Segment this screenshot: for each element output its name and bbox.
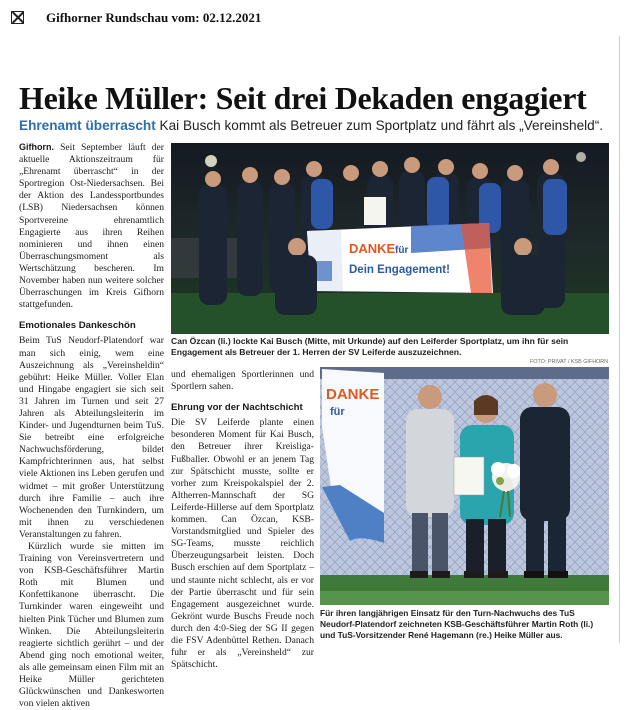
page-edge-divider [619, 36, 620, 643]
banner-text-fuer: für [395, 245, 409, 256]
source-line: Gifhorner Rundschau vom: 02.12.2021 [46, 10, 262, 25]
award-photo-illustration [320, 367, 609, 605]
body-paragraph: Die SV Leiferde plante einen besonderen Moment für Kai Busch, den Betreuer ihrer Kreisliga-Fußballer. Obwohl er an jenem Tag zur Spätschicht musste, sollte er vorher zum Kreispokalspiel der 2. Altherren-Mannschaft der SG Leiferde-Hillerse auf dem Sportplatz kommen. Can Özcan, KSB-Vorstandsmitglied und Spieler des SG-Teams, musste reichlich Überzeugungsarbeit leisten. Doch Busch erschien auf dem Sportplatz – und staunte nicht schlecht, als er vor der Partie überrascht und für sein Engagement ausgezeichnet wurde. Gekrönt wurde Buschs Freude noch durch den 4:0-Sieg der SG II gegen die FSV Adenbüttel Rethen. Danach fuhr er als „Vereinsheld“ zur Spätschicht. [171, 417, 314, 671]
article-subline [19, 118, 619, 133]
intro-text: Seit September läuft der aktuelle Aktionszeitraum für „Ehrenamt überrascht“ in der Sportregion Ost-Niedersachsen. Bei der Aktion des Landessportbundes (LSB) Niedersachsen können Sportvereine ehrenamtlich Engagierte aus ihren Reihen nominieren und ihnen einen Überraschungsmoment als Wertschätzung bescheren. Im November haben nun weitere solcher Überraschungen im Kreis Gifhorn stattgefunden. [19, 142, 164, 311]
dateline: Gifhorn. [19, 142, 54, 152]
article-kicker: Ehrenamt überrascht [19, 118, 156, 133]
middle-column [171, 369, 314, 671]
banner-text-danke: DANKE [326, 386, 380, 403]
body-paragraph: Kürzlich wurde sie mitten im Training von Vereinsvertretern und von KSB-Geschäftsführer Martin Roth mit Blumen und Konfettikanone überrascht. Die Turnkinder waren eingeweiht und hielten Pink Tücher und Blumen zum Winken. Die Abteilungsleiterin reagierte sichtlich gerührt – und der Abend ging noch emotional weiter, als alle gemeinsam einen Film mit an Heike Müller gerichteten Glückwünschen und Dankesworten von vielen aktiven [19, 541, 164, 710]
team-photo-illustration [171, 143, 609, 334]
banner-text-danke: DANKE [349, 241, 396, 256]
continuation-text: und ehemaligen Sportlerinnen und Sportlern sahen. [171, 369, 314, 393]
left-column [19, 141, 164, 710]
intro-paragraph [19, 141, 164, 311]
article-subline-text: Kai Busch kommt als Betreuer zum Sportplatz und fährt als „Vereinsheld“. [159, 118, 604, 133]
banner-text-fuer: für [330, 406, 345, 418]
body-paragraph: Beim TuS Neudorf-Platendorf war man sich einig, wem eine Auszeichnung als „Vereinsheldin“ gebührt: Heike Müller. Voller Elan und Hingabe engagiert sie sich seit 31 Jahren im Turnen und seit 27 Jahren als Abteilungsleiterin im Kinder- und Jugendturnen beim TuS. Sie betreibt eine erfolgreiche Nachwuchsförderung, bildet Kampfrichterinnen aus, hat selbst viele Aktionen ins Leben gerufen und widmet – mit großer Unterstützung durch ihre Familie – auch ihre Wochenenden den Turnkindern, um mit ihnen zu verschiedenen Veranstaltungen zu fahren. [19, 335, 164, 540]
photo-team-award [171, 143, 609, 334]
subhead-nachtschicht: Ehrung vor der Nachtschicht [171, 402, 303, 414]
banner-text-engagement: Dein Engagement! [349, 264, 450, 276]
photo-gymnastics-award [320, 367, 609, 605]
subhead-dankeschoen: Emotionales Dankeschön [19, 320, 136, 332]
close-icon[interactable] [11, 11, 24, 24]
document-header [0, 0, 631, 36]
photo-1-caption: Can Özcan (li.) lockte Kai Busch (Mitte, mit Urkunde) auf den Leiferder Sportplatz, um ihn für sein Engagement als Betreuer der 1. Herren der SV Leiferde auszuzeichnen. [171, 336, 569, 357]
photo-credit: FOTO: PRIVAT / KSB GIFHORN [530, 359, 609, 365]
article-headline: Heike Müller: Seit drei Dekaden engagiert [19, 80, 587, 116]
photo-2-caption: Für ihren langjährigen Einsatz für den Turn-Nachwuchs des TuS Neudorf-Platendorf zeichneten KSB-Geschäftsführer Martin Roth (li.) und TuS-Vorsitzender René Hagemann (re.) Heike Müller aus. [320, 608, 594, 640]
